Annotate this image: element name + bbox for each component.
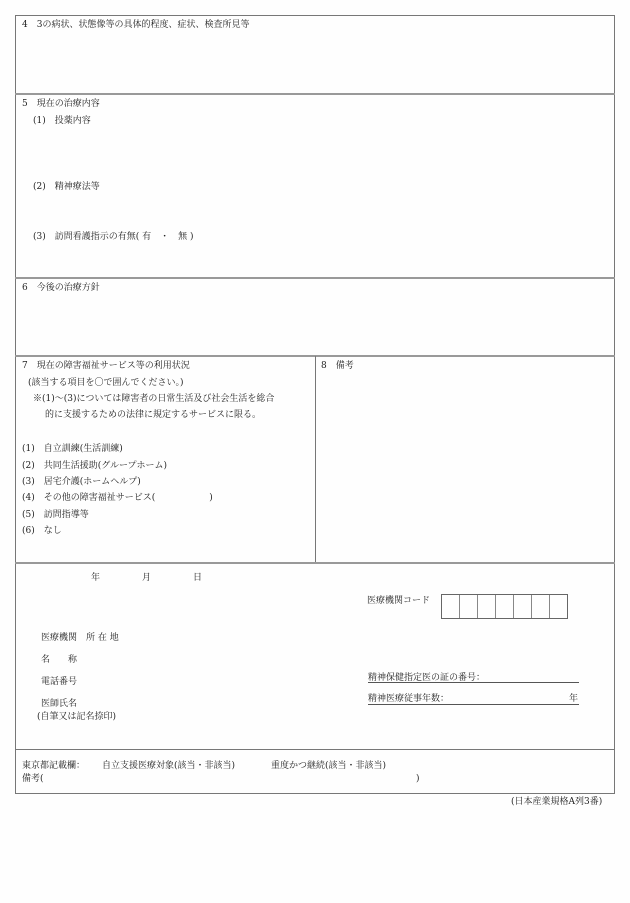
years-experience-field[interactable] [368, 694, 579, 705]
section5-title: 5 現在の治療内容 [22, 99, 100, 109]
tokyo-remarks-close: ) [416, 774, 420, 784]
service-option-6[interactable]: (6) なし [22, 526, 62, 536]
section5-visiting-nurse-label[interactable]: (3) 訪問看護指示の有無( 有 ・ 無 ) [33, 232, 194, 242]
doctor-name-label: 医師氏名 [41, 699, 78, 709]
tokyo-section-label: 東京都記載欄： [22, 761, 86, 771]
service-option-2[interactable]: (2) 共同生活援助(グループホーム) [22, 461, 168, 471]
institution-code-boxes[interactable] [441, 594, 568, 619]
service-option-3[interactable]: (3) 居宅介護(ホームヘルプ) [22, 477, 141, 487]
medication-input-area[interactable] [16, 130, 614, 180]
service-option-5[interactable]: (5) 訪問指導等 [22, 510, 89, 520]
form-top-border [15, 15, 615, 16]
support-medical-target[interactable]: 自立支援医療対象(該当・非該当) [102, 761, 236, 771]
date-month-label: 月 [142, 573, 152, 583]
section4-input-area[interactable] [16, 34, 614, 92]
divider-7-signature [15, 562, 615, 564]
severe-continuous[interactable]: 重度かつ継続(該当・非該当) [271, 761, 387, 771]
section4-title: 4 3の病状、状態像等の具体的程度、症状、検査所見等 [22, 20, 250, 30]
code-cell[interactable] [460, 595, 478, 618]
tokyo-remarks-open: 備考( [22, 774, 44, 784]
institution-name-label: 名 称 [41, 655, 78, 665]
section5-psychotherapy-label: (2) 精神療法等 [33, 182, 100, 192]
section8-input-area[interactable] [317, 375, 613, 561]
divider-signature-tokyo [15, 749, 615, 750]
code-cell[interactable] [532, 595, 550, 618]
form-bottom-border [15, 793, 615, 794]
section5-medication-label: (1) 投薬内容 [33, 116, 91, 126]
divider-7-8 [315, 356, 316, 563]
code-cell[interactable] [496, 595, 514, 618]
date-year-label: 年 [91, 573, 101, 583]
doctor-signature-note: (自筆又は記名捺印) [37, 712, 117, 722]
code-cell[interactable] [550, 595, 567, 618]
phone-label: 電話番号 [41, 677, 78, 687]
code-cell[interactable] [442, 595, 460, 618]
section7-instruction: (該当する項目を〇で囲んでください。) [28, 378, 184, 388]
designated-doctor-number-label: 精神保健指定医の証の番号： [368, 673, 486, 683]
service-option-1[interactable]: (1) 自立訓練(生活訓練) [22, 444, 123, 454]
institution-code-label: 医療機関コード [367, 596, 431, 606]
divider-5-6 [15, 277, 615, 279]
years-experience-unit: 年 [569, 694, 579, 704]
section7-note-line1: ※(1)～(3)については障害者の日常生活及び社会生活を総合 [33, 394, 275, 404]
code-cell[interactable] [514, 595, 532, 618]
section6-input-area[interactable] [16, 297, 614, 353]
form-right-border [614, 15, 615, 793]
divider-4-5 [15, 93, 615, 95]
code-cell[interactable] [478, 595, 496, 618]
designated-doctor-number-field[interactable] [368, 672, 579, 683]
section6-title: 6 今後の治療方針 [22, 283, 100, 293]
paper-standard-note: (日本産業規格A列3番) [511, 797, 603, 807]
section7-note-line2: 的に支援するための法律に規定するサービスに限る。 [45, 410, 262, 420]
section8-title: 8 備考 [321, 361, 354, 371]
years-experience-label: 精神医療従事年数： [368, 694, 450, 704]
psychotherapy-input-area[interactable] [16, 196, 614, 230]
section7-title: 7 現在の障害福祉サービス等の利用状況 [22, 361, 190, 371]
tokyo-remarks-input[interactable] [50, 773, 410, 785]
institution-address-label: 医療機関 所 在 地 [41, 633, 119, 643]
date-day-label: 日 [193, 573, 203, 583]
service-option-4[interactable]: (4) その他の障害福祉サービス( ) [22, 493, 213, 503]
